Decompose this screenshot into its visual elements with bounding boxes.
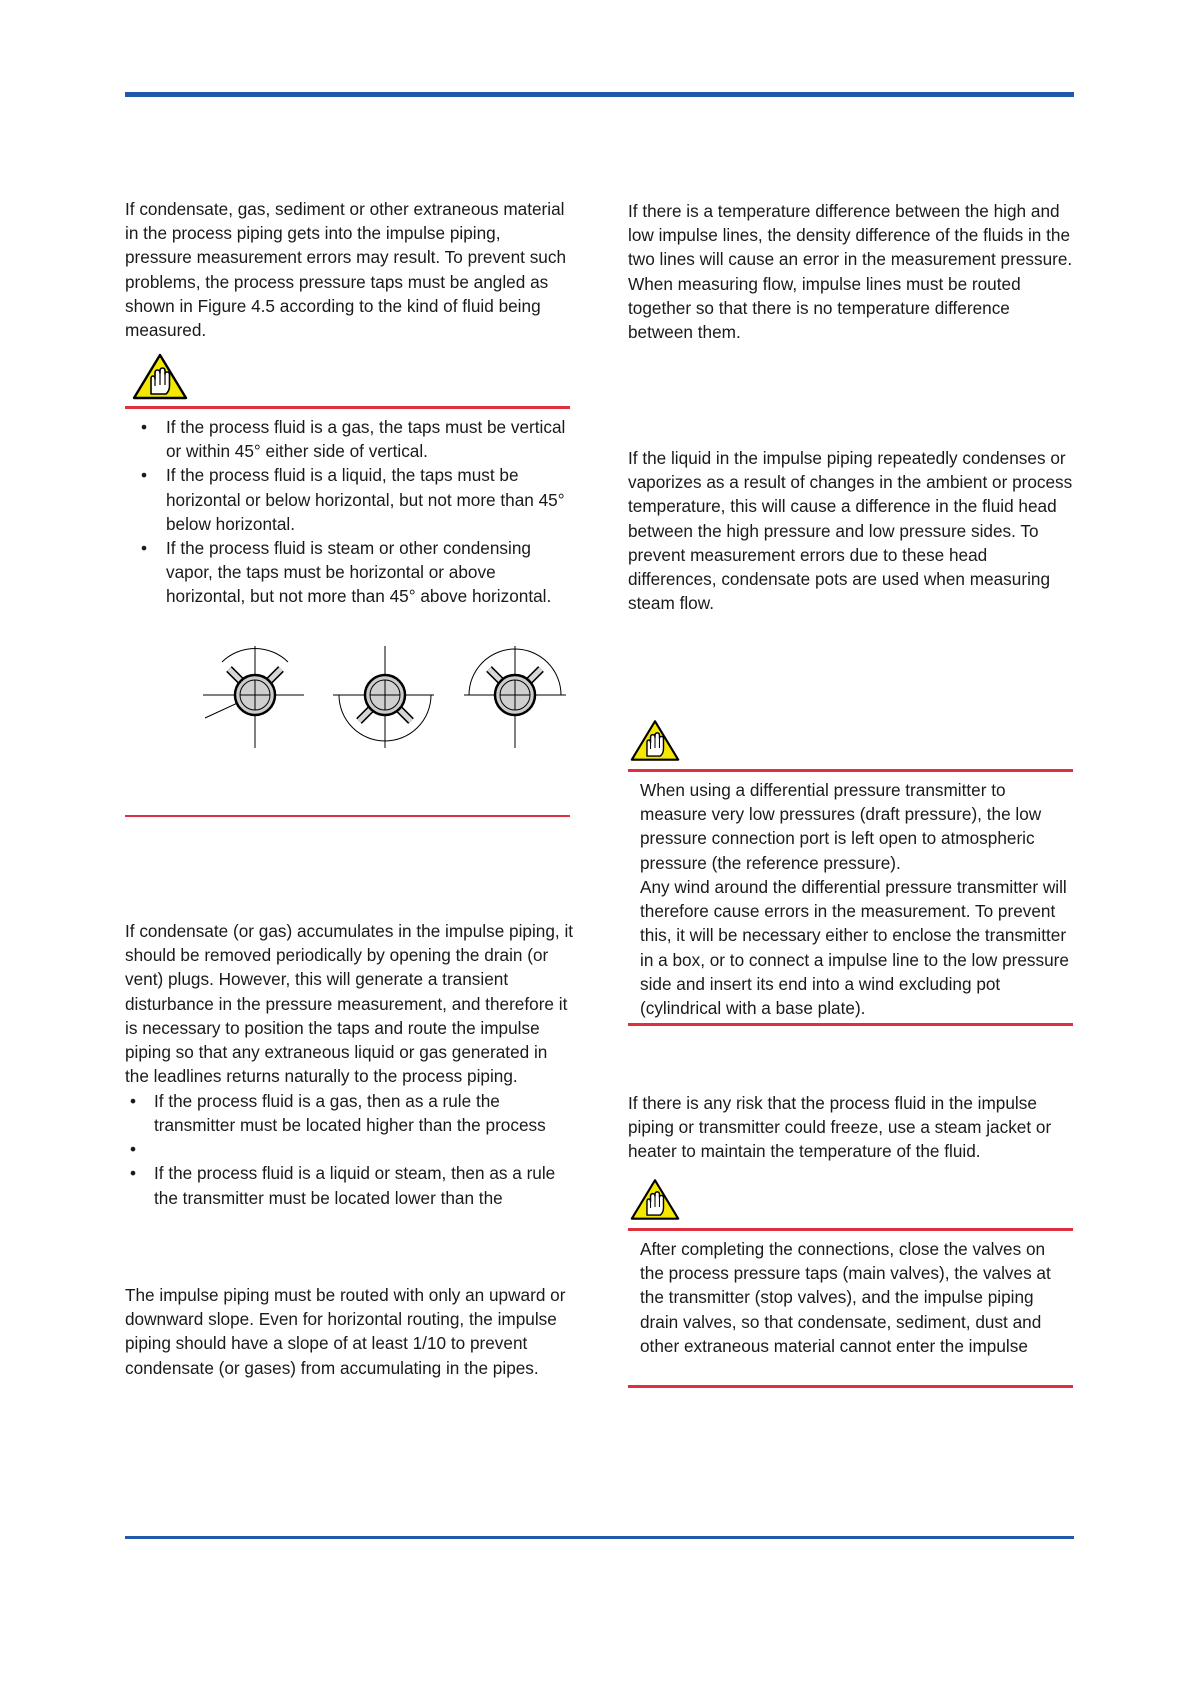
list-item: • If the process fluid is a liquid or steam, then as a rule the transmitter must be located lower than the xyxy=(125,1161,572,1209)
valves-paragraph: After completing the connections, close the valves on the process pressure taps (main valves), the valves at the transmitter (stop valves), and the impulse piping drain valves, so that condensate, sediment, dust and other extraneous material cannot enter the impulse xyxy=(640,1239,1051,1356)
list-item: • If the process fluid is a gas, then as a rule the transmitter must be located higher than the process xyxy=(125,1089,572,1137)
drain-paragraph: If condensate (or gas) accumulates in the impulse piping, it should be removed periodically by opening the drain (or vent) plugs. However, this will generate a transient disturbance in the pressure measurement, and therefore it is necessary to position the taps and route the impulse piping so that any extraneous liquid or gas generated in the leadlines returns naturally to the process piping. xyxy=(125,921,574,1087)
list-spacer xyxy=(125,1137,572,1161)
freeze-paragraph: If there is any risk that the process fluid in the impulse piping or transmitter could freeze, use a steam jacket or heater to maintain the temperature of the fluid. xyxy=(628,1093,1052,1162)
footer-rule xyxy=(125,1536,1074,1539)
tap-rules-list xyxy=(125,415,572,609)
header-rule xyxy=(125,92,1074,97)
caution-rule-bottom xyxy=(628,1385,1073,1388)
liquid-tap-diagram xyxy=(333,646,434,748)
caution-rule-top xyxy=(125,406,570,409)
caution-rule-bottom xyxy=(125,815,570,817)
hand-warning-icon xyxy=(132,352,188,400)
condense-paragraph: If the liquid in the impulse piping repeatedly condenses or vaporizes as a result of changes in the ambient or process temperature, this will cause a difference in the fluid head between the high pressure and low pressure sides. To prevent measurement errors due to these head differences, condensate pots are used when measuring steam flow. xyxy=(628,448,1073,614)
hand-warning-icon xyxy=(630,1177,680,1221)
list-item: • If the process fluid is a liquid, the taps must be horizontal or below horizontal, but not more than 45° below horizontal. xyxy=(125,463,572,536)
location-rules-list xyxy=(125,1089,572,1210)
caution-rule-top xyxy=(628,1228,1073,1231)
intro-paragraph: If condensate, gas, sediment or other extraneous material in the process piping gets into the impulse piping, pressure measurement errors may result. To prevent such problems, the process pressure taps must be angled as shown in Figure 4.5 according to the kind of fluid being measured. xyxy=(125,199,567,341)
caution-rule-top xyxy=(628,769,1073,772)
temperature-paragraph: If there is a temperature difference between the high and low impulse lines, the density difference of the fluids in the two lines will cause an error in the measurement pressure. When measuring flow, impulse lines must be routed together so that there is no temperature difference between them. xyxy=(628,201,1073,343)
hand-warning-icon xyxy=(630,718,680,762)
tap-angle-figure xyxy=(200,643,600,753)
caution-rule-bottom xyxy=(628,1023,1073,1026)
gas-tap-diagram xyxy=(203,646,304,748)
slope-paragraph: The impulse piping must be routed with only an upward or downward slope. Even for horizontal routing, the impulse piping should have a slope of at least 1/10 to prevent condensate (or gases) from accumulating in the pipes. xyxy=(125,1285,566,1378)
list-item: • If the process fluid is a gas, the taps must be vertical or within 45° either side of vertical. xyxy=(125,415,572,463)
steam-tap-diagram xyxy=(464,646,566,748)
wind-paragraph-1: When using a differential pressure transmitter to measure very low pressures (draft pressure), the low pressure connection port is left open to atmospheric pressure (the reference pressure). xyxy=(640,780,1042,873)
wind-paragraph-2: Any wind around the differential pressure transmitter will therefore cause errors in the measurement. To prevent this, it will be necessary either to enclose the transmitter in a box, or to connect a impulse line to the low pressure side and insert its end into a wind excluding pot (cylindrical with a base plate). xyxy=(640,877,1069,1019)
list-item: • If the process fluid is steam or other condensing vapor, the taps must be horizontal or above horizontal, but not more than 45° above horizontal. xyxy=(125,536,572,609)
